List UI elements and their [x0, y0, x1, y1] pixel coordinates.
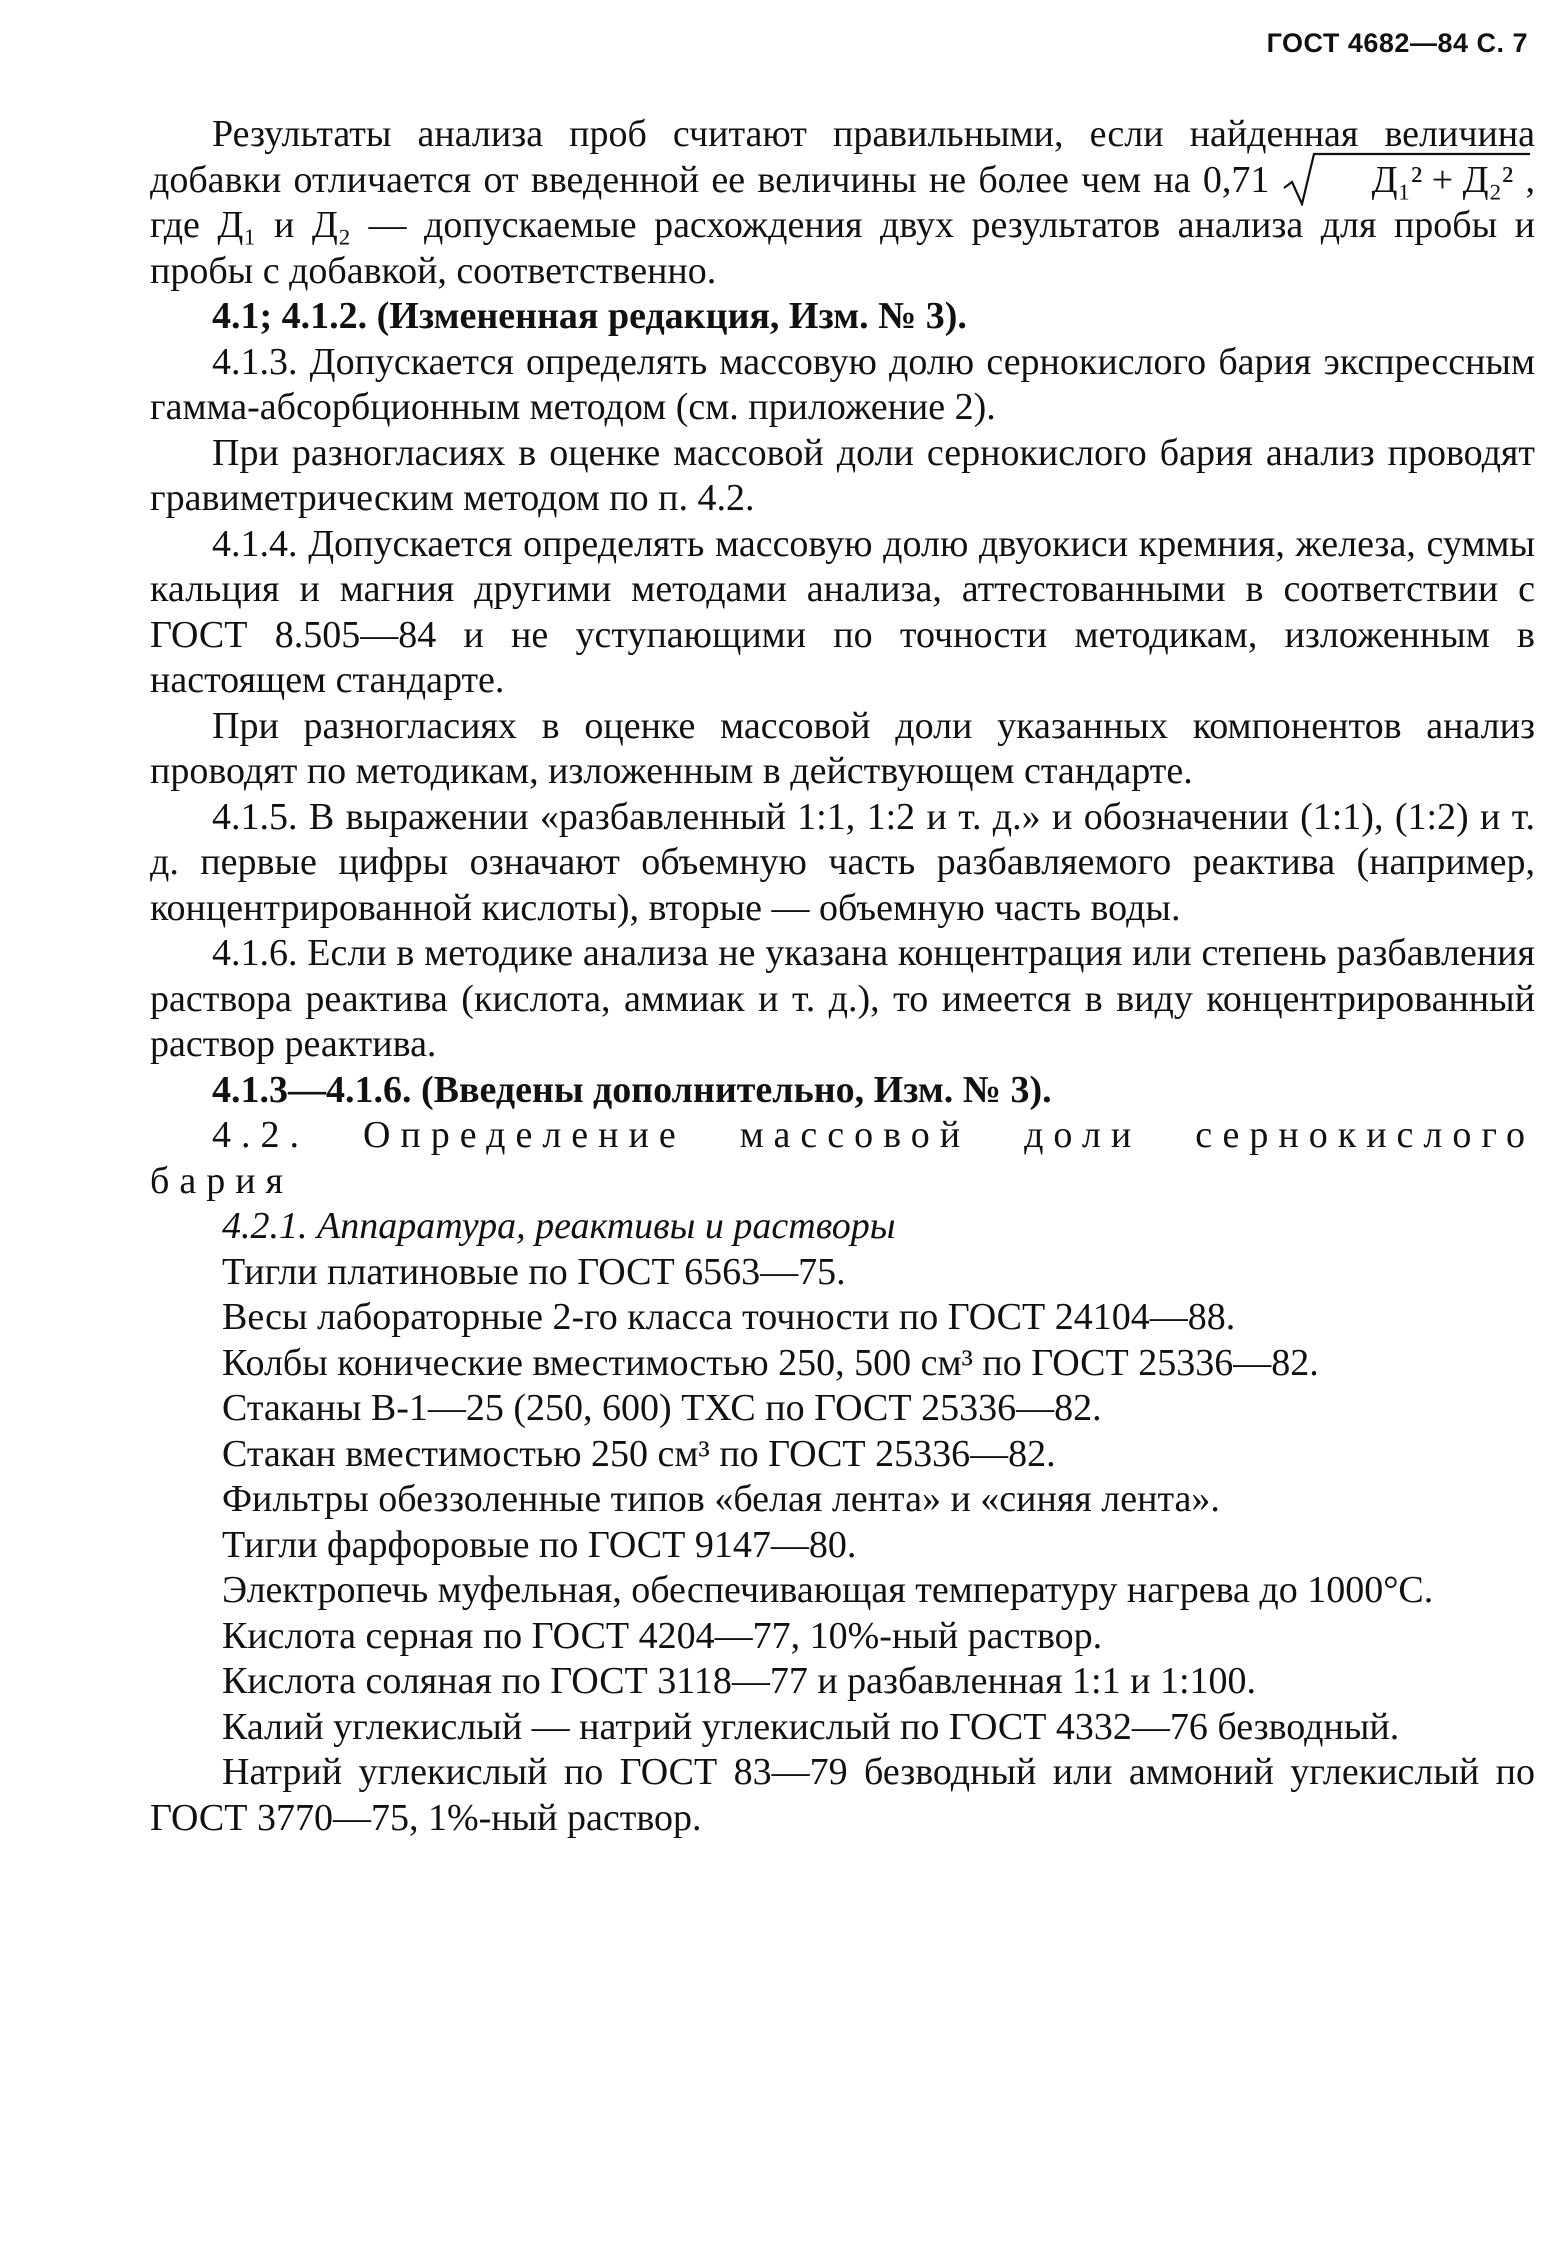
sqrt-formula — [1282, 158, 1514, 204]
list-item: Тигли платиновые по ГОСТ 6563—75. — [222, 1250, 846, 1293]
paragraph-amendment-2: 4.1.3—4.1.6. (Введены дополнительно, Изм. № 3). — [212, 1068, 1052, 1111]
paragraph-4-1-6: 4.1.6. Если в методике анализа не указана концентрация или степень разбавления раствора реактива (кислота, аммиак и т. д.), то имеется в виду концентрированный раствор реактива. — [150, 932, 1535, 1065]
formula-expression: Д₁² + Д₂² — [1371, 158, 1514, 201]
paragraph-amendment-1: 4.1; 4.1.2. (Измененная редакция, Изм. № 3). — [212, 295, 967, 337]
list-item: Кислота соляная по ГОСТ 3118—77 и разбавленная 1:1 и 1:100. — [222, 1660, 1256, 1702]
list-item: Электропечь муфельная, обеспечивающая температуру нагрева до 1000°С. — [222, 1569, 1434, 1611]
radical-sign-icon — [1282, 150, 1532, 206]
paragraph-result-criteria — [150, 112, 1535, 294]
list-item: Стаканы В-1—25 (250, 600) ТХС по ГОСТ 25336—82. — [222, 1387, 1102, 1429]
list-item: Натрий углекислый по ГОСТ 83—79 безводный или аммоний углекислый по ГОСТ 3770—75, 1%-ный раствор. — [150, 1751, 1535, 1839]
list-item: Стакан вместимостью 250 см³ по ГОСТ 25336—82. — [222, 1432, 1056, 1475]
document-body — [150, 112, 1535, 1841]
list-item: Калий углекислый — натрий углекислый по ГОСТ 4332—76 безводный. — [222, 1705, 1400, 1748]
subsection-heading-4-2-1: 4.2.1. Аппаратура, реактивы и растворы — [222, 1205, 896, 1247]
paragraph-disagreement-2: При разногласиях в оценке массовой доли указанных компонентов анализ проводят по методикам, изложенным в действующем стандарте. — [150, 704, 1535, 792]
paragraph-disagreement-1: При разногласиях в оценке массовой доли сернокислого бария анализ проводят гравиметрическим методом по п. 4.2. — [150, 431, 1535, 519]
page-header: ГОСТ 4682—84 С. 7 — [1266, 28, 1528, 58]
list-item: Колбы конические вместимостью 250, 500 см³ по ГОСТ 25336—82. — [222, 1341, 1319, 1384]
paragraph-4-1-3: 4.1.3. Допускается определять массовую долю сернокислого бария экспрессным гамма-абсорбционным методом (см. приложение 2). — [150, 340, 1535, 428]
text: , где Д₁ и Д₂ — допускаемые расхождения двух результатов анализа для пробы и пробы с добавкой, соответственно. — [150, 158, 1536, 292]
list-item: Фильтры обеззоленные типов «белая лента» и «синяя лента». — [222, 1478, 1220, 1520]
list-item: Кислота серная по ГОСТ 4204—77, 10%-ный раствор. — [222, 1614, 1103, 1657]
section-heading-4-2: 4.2. Определение массовой доли сернокислого бария — [150, 1114, 1535, 1202]
list-item: Весы лабораторные 2-го класса точности по ГОСТ 24104—88. — [222, 1296, 1236, 1338]
list-item: Тигли фарфоровые по ГОСТ 9147—80. — [222, 1523, 857, 1566]
text: Результаты анализа проб считают правильными, если найденная величина добавки отличается от введенной ее величины не более чем на 0,71 — [150, 113, 1535, 201]
paragraph-4-1-5: 4.1.5. В выражении «разбавленный 1:1, 1:2 и т. д.» и обозначении (1:1), (1:2) и т. д. первые цифры означают объемную часть разбавляемого реактива (например, концентрированной кислоты), вторые — объемную часть воды. — [150, 795, 1535, 929]
paragraph-4-1-4: 4.1.4. Допускается определять массовую долю двуокиси кремния, железа, суммы кальция и магния другими методами анализа, аттестованными в соответствии с ГОСТ 8.505—84 и не уступающими по точности методикам, изложенным в настоящем стандарте. — [150, 522, 1535, 701]
